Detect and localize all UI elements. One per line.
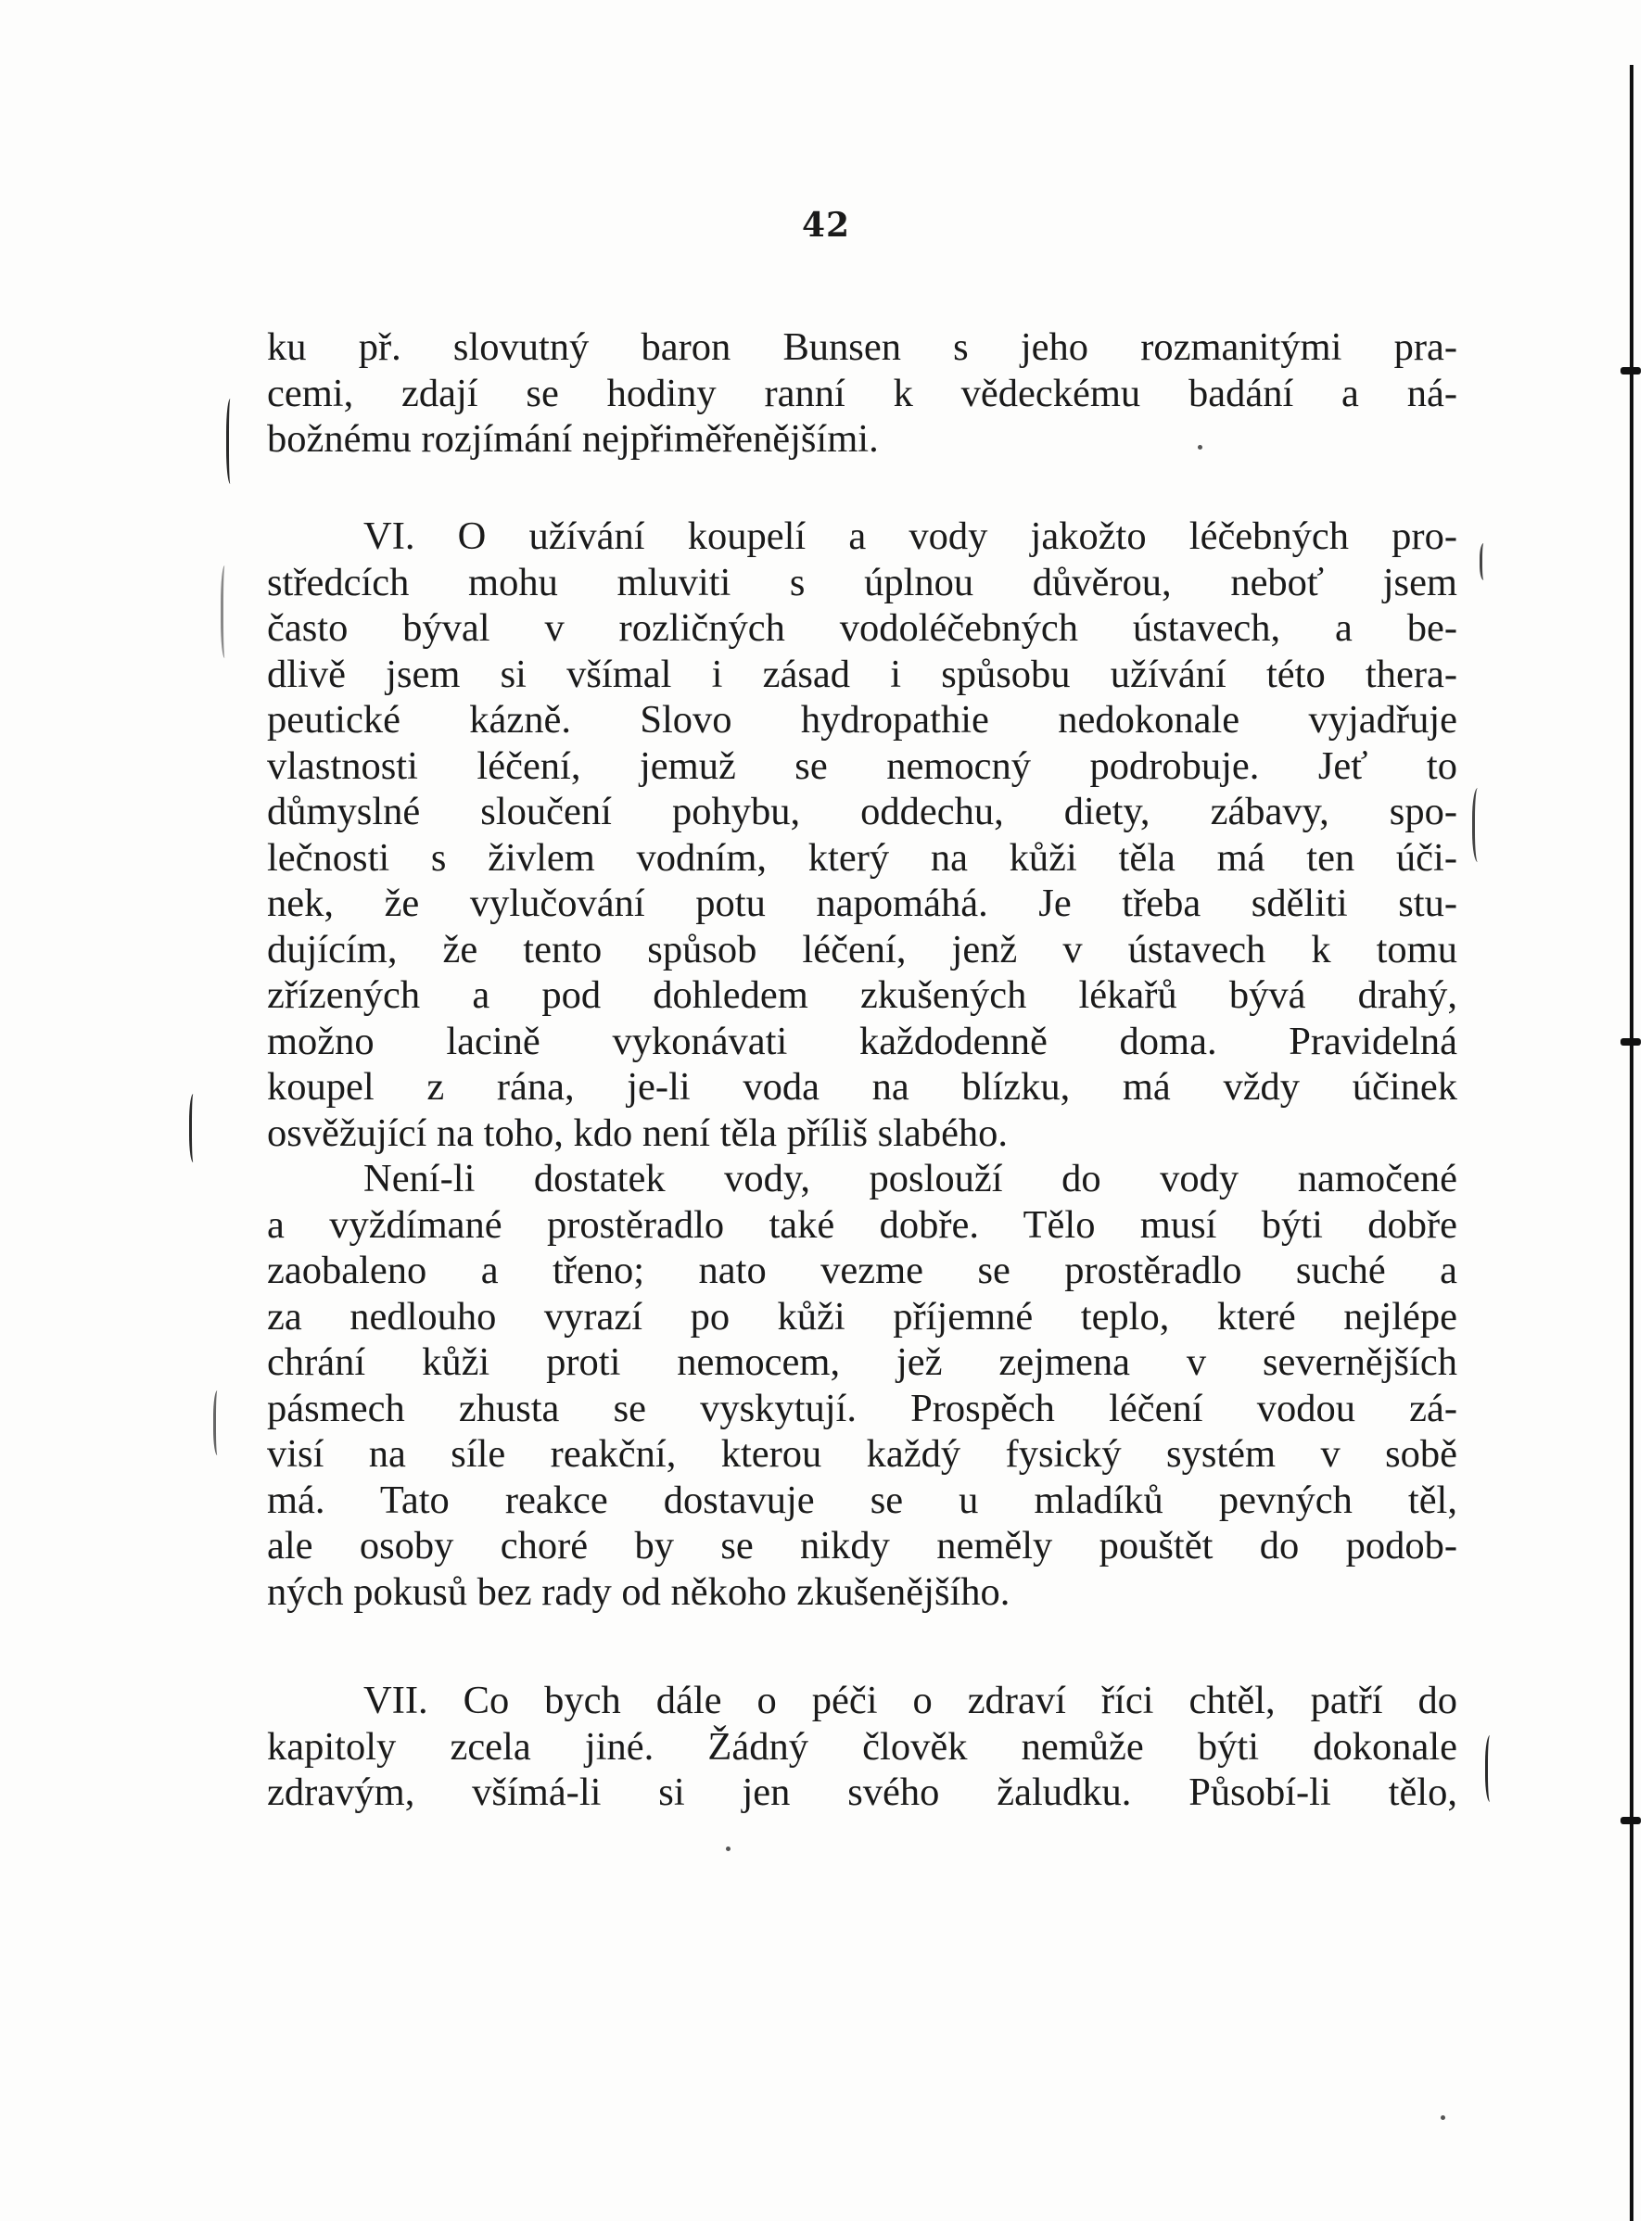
text-line: zdravým, všímá-li si jen svého žaludku. Působí-li tělo,	[267, 1770, 1457, 1814]
text-line: důmyslné sloučení pohybu, oddechu, diety, zábavy, spo-	[267, 790, 1457, 833]
scan-speck	[726, 1847, 731, 1851]
section-vii	[267, 1678, 1457, 1816]
binding-tick	[1620, 1038, 1641, 1046]
margin-mark	[1472, 788, 1486, 862]
margin-mark	[221, 565, 231, 658]
page-edge	[1641, 0, 1652, 2221]
text-line: ale osoby choré by se nikdy neměly pouštět do podob-	[267, 1524, 1457, 1567]
text-line: ných pokusů bez rady od někoho zkušenějšího.	[267, 1569, 1010, 1614]
margin-mark	[189, 1094, 199, 1162]
binding-edge	[1630, 65, 1633, 2221]
paragraph-continuation	[267, 324, 1457, 463]
text-line: za nedlouho vyrazí po kůži příjemné teplo, které nejlépe	[267, 1294, 1457, 1339]
text-line: má. Tato reakce dostavuje se u mladíků pevných těl,	[267, 1478, 1457, 1522]
text-line: osvěžující na toho, kdo není těla příliš slabého.	[267, 1110, 1009, 1155]
text-line: peutické kázně. Slovo hydropathie nedokonale vyjadřuje	[267, 698, 1457, 742]
text-line: chrání kůži proti nemocem, jež zejmena v severnějších	[267, 1340, 1457, 1384]
text-line: možno lacině vykonávati každodenně doma. Pravidelná	[267, 1019, 1457, 1063]
text-line: zřízených a pod dohledem zkušených lékařů bývá drahý,	[267, 973, 1457, 1017]
text-line: zaobaleno a třeno; nato vezme se prostěradlo suché a	[267, 1249, 1457, 1292]
text-line: ku př. slovutný baron Bunsen s jeho rozmanitými pra-	[267, 325, 1457, 369]
text-line: lečnosti s živlem vodním, který na kůži těla má ten úči-	[267, 835, 1457, 880]
text-line: Není-li dostatek vody, poslouží do vody namočené	[363, 1157, 1457, 1200]
text-line: středcích mohu mluviti s úplnou důvěrou, neboť jsem	[267, 560, 1457, 604]
margin-mark	[1480, 543, 1490, 580]
scan-speck	[1441, 2115, 1445, 2120]
text-line: cemi, zdají se hodiny ranní k vědeckému badání a ná-	[267, 371, 1457, 415]
binding-tick	[1620, 1817, 1641, 1824]
text-line: nek, že vylučování potu napomáhá. Je třeba sděliti stu-	[267, 882, 1457, 925]
text-line: kapitoly zcela jiné. Žádný člověk nemůže býti dokonale	[267, 1724, 1457, 1769]
text-line: VII. Co bych dále o péči o zdraví říci chtěl, patří do	[363, 1679, 1457, 1722]
text-line: často býval v rozličných vodoléčebných ústavech, a be-	[267, 606, 1457, 650]
section-vi	[267, 514, 1457, 1615]
text-line: božnému rozjímání nejpřiměřenějšími.	[267, 417, 879, 461]
text-line: VI. O užívání koupelí a vody jakožto léčebných pro-	[363, 514, 1457, 558]
margin-mark	[213, 1390, 223, 1455]
text-line: vlastnosti léčení, jemuž se nemocný podrobuje. Jeť to	[267, 743, 1457, 788]
margin-mark	[1485, 1735, 1497, 1802]
text-line: a vyždímané prostěradlo také dobře. Tělo musí býti dobře	[267, 1202, 1457, 1247]
scan-speck	[1198, 445, 1202, 450]
text-line: pásmech zhusta se vyskytují. Prospěch léčení vodou zá-	[267, 1386, 1457, 1430]
page-number: 42	[801, 206, 851, 245]
text-line: dlivě jsem si všímal i zásad i spůsobu užívání této thera-	[267, 652, 1457, 696]
binding-tick	[1620, 367, 1641, 374]
margin-mark	[226, 399, 236, 484]
text-line: dujícím, že tento spůsob léčení, jenž v ústavech k tomu	[267, 927, 1457, 971]
text-line: visí na síle reakční, kterou každý fysický systém v sobě	[267, 1432, 1457, 1476]
text-line: koupel z rána, je-li voda na blízku, má vždy účinek	[267, 1065, 1457, 1109]
